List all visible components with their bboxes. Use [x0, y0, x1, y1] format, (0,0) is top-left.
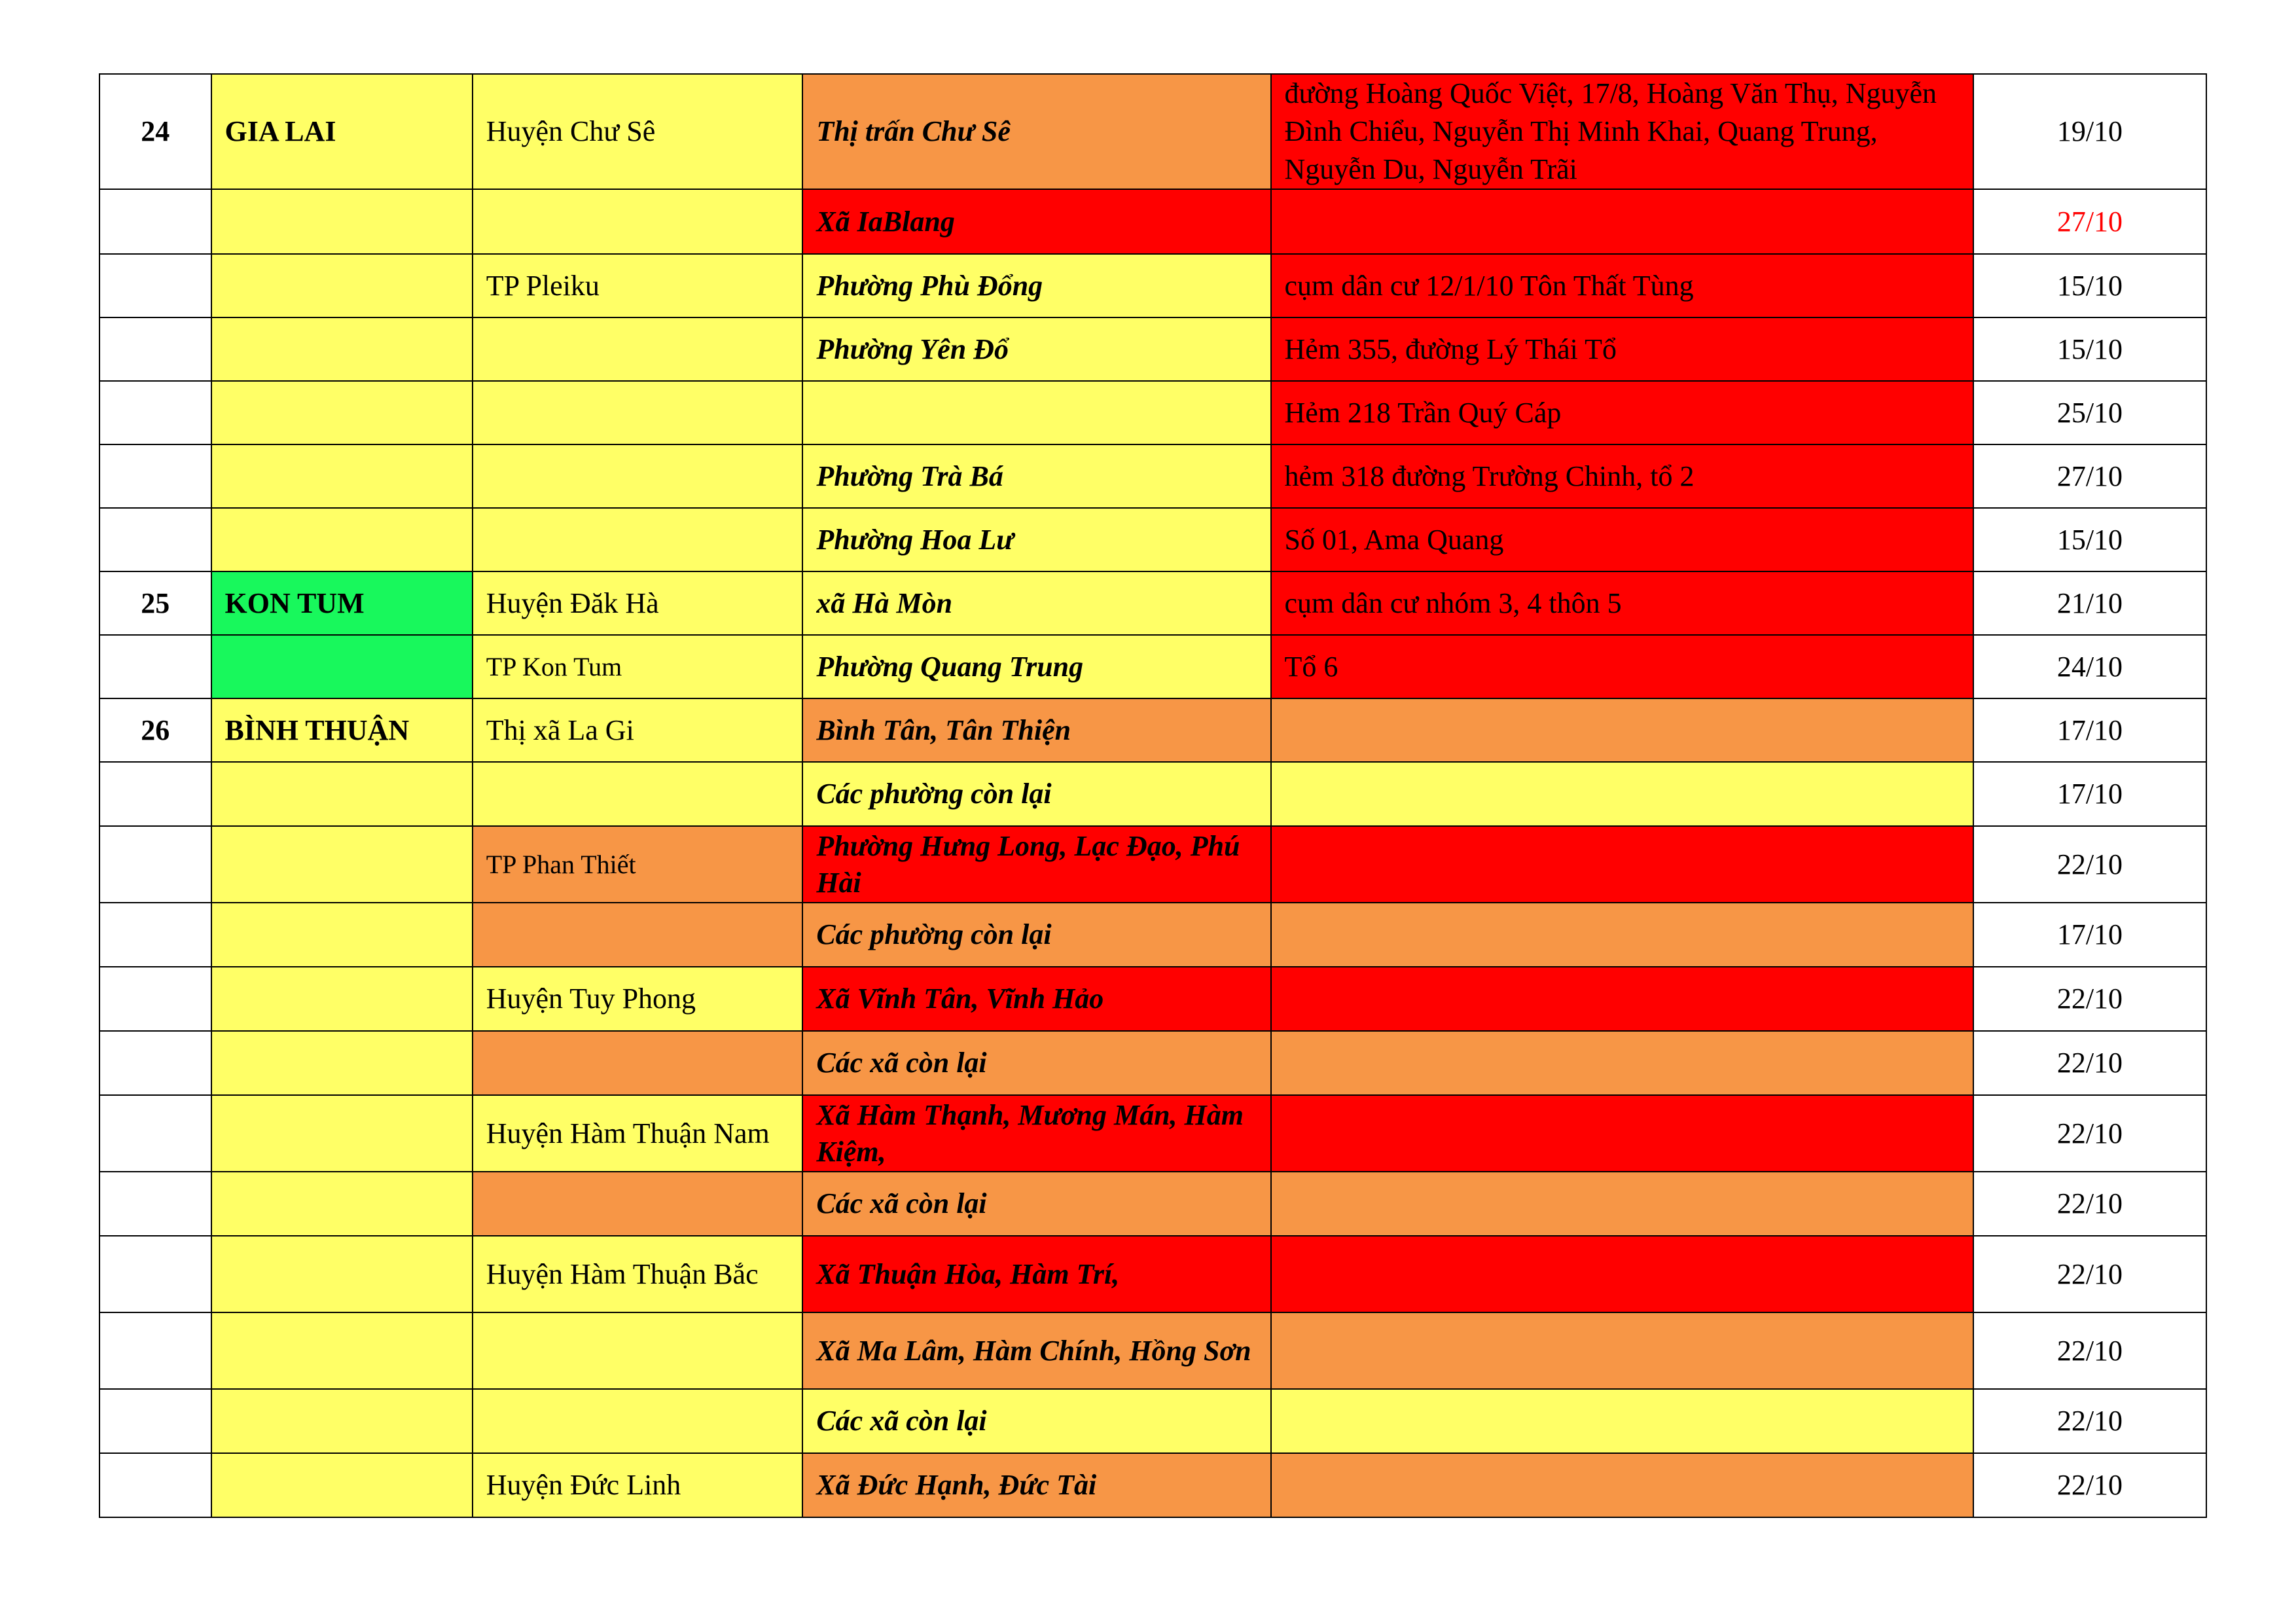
- district-cell: Thị xã La Gi: [473, 698, 803, 762]
- ward-cell: Phường Quang Trung: [802, 635, 1270, 698]
- area-cell: [1271, 1453, 1973, 1517]
- district-cell: TP Kon Tum: [473, 635, 803, 698]
- table-row: [99, 1312, 2206, 1389]
- date-cell: 22/10: [1973, 826, 2206, 903]
- ward-cell: Bình Tân, Tân Thiện: [802, 698, 1270, 762]
- district-cell: [473, 903, 803, 967]
- area-cell: [1271, 1031, 1973, 1095]
- stt-cell: [99, 317, 211, 381]
- province-cell: [211, 254, 473, 317]
- area-cell: [1271, 903, 1973, 967]
- stt-cell: [99, 189, 211, 254]
- ward-cell: Xã Ma Lâm, Hàm Chính, Hồng Sơn: [802, 1312, 1270, 1389]
- stt-cell: [99, 444, 211, 508]
- area-cell: cụm dân cư nhóm 3, 4 thôn 5: [1271, 571, 1973, 635]
- ward-cell: Các xã còn lại: [802, 1389, 1270, 1453]
- district-cell: [473, 1312, 803, 1389]
- table-row: [99, 698, 2206, 762]
- date-cell: 22/10: [1973, 1172, 2206, 1236]
- date-cell: 15/10: [1973, 254, 2206, 317]
- date-cell: 17/10: [1973, 698, 2206, 762]
- area-cell: hẻm 318 đường Trường Chinh, tổ 2: [1271, 444, 1973, 508]
- table-row: [99, 903, 2206, 967]
- province-cell: [211, 1095, 473, 1172]
- stt-cell: 25: [99, 571, 211, 635]
- date-cell: 22/10: [1973, 1389, 2206, 1453]
- district-cell: [473, 1389, 803, 1453]
- table-row: [99, 635, 2206, 698]
- date-cell: 22/10: [1973, 1095, 2206, 1172]
- table-row: [99, 1031, 2206, 1095]
- date-cell: 15/10: [1973, 317, 2206, 381]
- area-cell: Hẻm 218 Trần Quý Cáp: [1271, 381, 1973, 444]
- district-cell: [473, 317, 803, 381]
- table-row: [99, 1172, 2206, 1236]
- area-cell: Hẻm 355, đường Lý Thái Tổ: [1271, 317, 1973, 381]
- area-cell: [1271, 1389, 1973, 1453]
- stt-cell: 24: [99, 74, 211, 189]
- province-cell: [211, 381, 473, 444]
- district-cell: Huyện Đức Linh: [473, 1453, 803, 1517]
- table-row: [99, 74, 2206, 189]
- ward-cell: Các phường còn lại: [802, 762, 1270, 826]
- table-row: [99, 1389, 2206, 1453]
- district-cell: [473, 1172, 803, 1236]
- ward-cell: Các xã còn lại: [802, 1031, 1270, 1095]
- ward-cell: Phường Trà Bá: [802, 444, 1270, 508]
- area-cell: Tổ 6: [1271, 635, 1973, 698]
- ward-cell: Phường Hưng Long, Lạc Đạo, Phú Hài: [802, 826, 1270, 903]
- area-cell: [1271, 189, 1973, 254]
- date-cell: 17/10: [1973, 903, 2206, 967]
- stt-cell: [99, 381, 211, 444]
- district-cell: Huyện Đăk Hà: [473, 571, 803, 635]
- date-cell: 22/10: [1973, 1236, 2206, 1312]
- province-cell: [211, 1236, 473, 1312]
- table-row: [99, 1236, 2206, 1312]
- province-cell: [211, 317, 473, 381]
- province-cell: GIA LAI: [211, 74, 473, 189]
- district-cell: [473, 381, 803, 444]
- ward-cell: Xã Hàm Thạnh, Mương Mán, Hàm Kiệm,: [802, 1095, 1270, 1172]
- district-cell: Huyện Tuy Phong: [473, 967, 803, 1031]
- province-cell: KON TUM: [211, 571, 473, 635]
- date-cell: 19/10: [1973, 74, 2206, 189]
- table-row: [99, 189, 2206, 254]
- date-cell: 15/10: [1973, 508, 2206, 571]
- province-cell: [211, 635, 473, 698]
- ward-cell: xã Hà Mòn: [802, 571, 1270, 635]
- stt-cell: [99, 903, 211, 967]
- province-cell: [211, 1031, 473, 1095]
- table-row: [99, 317, 2206, 381]
- province-cell: BÌNH THUẬN: [211, 698, 473, 762]
- ward-cell: Thị trấn Chư Sê: [802, 74, 1270, 189]
- province-cell: [211, 508, 473, 571]
- date-cell: 22/10: [1973, 967, 2206, 1031]
- ward-cell: Các phường còn lại: [802, 903, 1270, 967]
- stt-cell: [99, 508, 211, 571]
- ward-cell: Xã Vĩnh Tân, Vĩnh Hảo: [802, 967, 1270, 1031]
- date-cell: 27/10: [1973, 444, 2206, 508]
- date-cell: 22/10: [1973, 1031, 2206, 1095]
- stt-cell: [99, 1389, 211, 1453]
- stt-cell: [99, 1453, 211, 1517]
- area-cell: [1271, 1236, 1973, 1312]
- table-row: [99, 826, 2206, 903]
- table-row: [99, 762, 2206, 826]
- district-cell: Huyện Hàm Thuận Nam: [473, 1095, 803, 1172]
- stt-cell: [99, 1236, 211, 1312]
- zone-status-table: [99, 73, 2207, 1518]
- date-cell: 24/10: [1973, 635, 2206, 698]
- date-cell: 25/10: [1973, 381, 2206, 444]
- area-cell: [1271, 967, 1973, 1031]
- table-row: [99, 571, 2206, 635]
- province-cell: [211, 967, 473, 1031]
- district-cell: [473, 762, 803, 826]
- table-row: [99, 1095, 2206, 1172]
- province-cell: [211, 444, 473, 508]
- stt-cell: [99, 635, 211, 698]
- area-cell: đường Hoàng Quốc Việt, 17/8, Hoàng Văn Thụ, Nguyễn Đình Chiểu, Nguyễn Thị Minh Khai, Quang Trung, Nguyễn Du, Nguyễn Trãi: [1271, 74, 1973, 189]
- stt-cell: [99, 1031, 211, 1095]
- district-cell: Huyện Hàm Thuận Bắc: [473, 1236, 803, 1312]
- table-row: [99, 254, 2206, 317]
- date-cell: 21/10: [1973, 571, 2206, 635]
- area-cell: [1271, 826, 1973, 903]
- area-cell: [1271, 762, 1973, 826]
- date-cell: 27/10: [1973, 189, 2206, 254]
- province-cell: [211, 826, 473, 903]
- date-cell: 22/10: [1973, 1312, 2206, 1389]
- table-row: [99, 1453, 2206, 1517]
- district-cell: TP Phan Thiết: [473, 826, 803, 903]
- area-cell: [1271, 1312, 1973, 1389]
- stt-cell: [99, 967, 211, 1031]
- ward-cell: Phường Yên Đổ: [802, 317, 1270, 381]
- province-cell: [211, 762, 473, 826]
- stt-cell: [99, 1095, 211, 1172]
- province-cell: [211, 1453, 473, 1517]
- ward-cell: Các xã còn lại: [802, 1172, 1270, 1236]
- area-cell: cụm dân cư 12/1/10 Tôn Thất Tùng: [1271, 254, 1973, 317]
- district-cell: [473, 1031, 803, 1095]
- table-row: [99, 967, 2206, 1031]
- date-cell: 17/10: [1973, 762, 2206, 826]
- district-cell: TP Pleiku: [473, 254, 803, 317]
- ward-cell: Xã Đức Hạnh, Đức Tài: [802, 1453, 1270, 1517]
- table-row: [99, 381, 2206, 444]
- area-cell: [1271, 698, 1973, 762]
- district-cell: [473, 444, 803, 508]
- stt-cell: 26: [99, 698, 211, 762]
- province-cell: [211, 1389, 473, 1453]
- district-cell: Huyện Chư Sê: [473, 74, 803, 189]
- province-cell: [211, 1172, 473, 1236]
- district-cell: [473, 189, 803, 254]
- province-cell: [211, 903, 473, 967]
- ward-cell: Phường Phù Đổng: [802, 254, 1270, 317]
- province-cell: [211, 189, 473, 254]
- date-cell: 22/10: [1973, 1453, 2206, 1517]
- province-cell: [211, 1312, 473, 1389]
- ward-cell: Phường Hoa Lư: [802, 508, 1270, 571]
- ward-cell: Xã IaBlang: [802, 189, 1270, 254]
- ward-cell: Xã Thuận Hòa, Hàm Trí,: [802, 1236, 1270, 1312]
- district-cell: [473, 508, 803, 571]
- stt-cell: [99, 1172, 211, 1236]
- area-cell: Số 01, Ama Quang: [1271, 508, 1973, 571]
- table-row: [99, 508, 2206, 571]
- ward-cell: [802, 381, 1270, 444]
- area-cell: [1271, 1095, 1973, 1172]
- stt-cell: [99, 826, 211, 903]
- area-cell: [1271, 1172, 1973, 1236]
- stt-cell: [99, 254, 211, 317]
- table-row: [99, 444, 2206, 508]
- stt-cell: [99, 762, 211, 826]
- stt-cell: [99, 1312, 211, 1389]
